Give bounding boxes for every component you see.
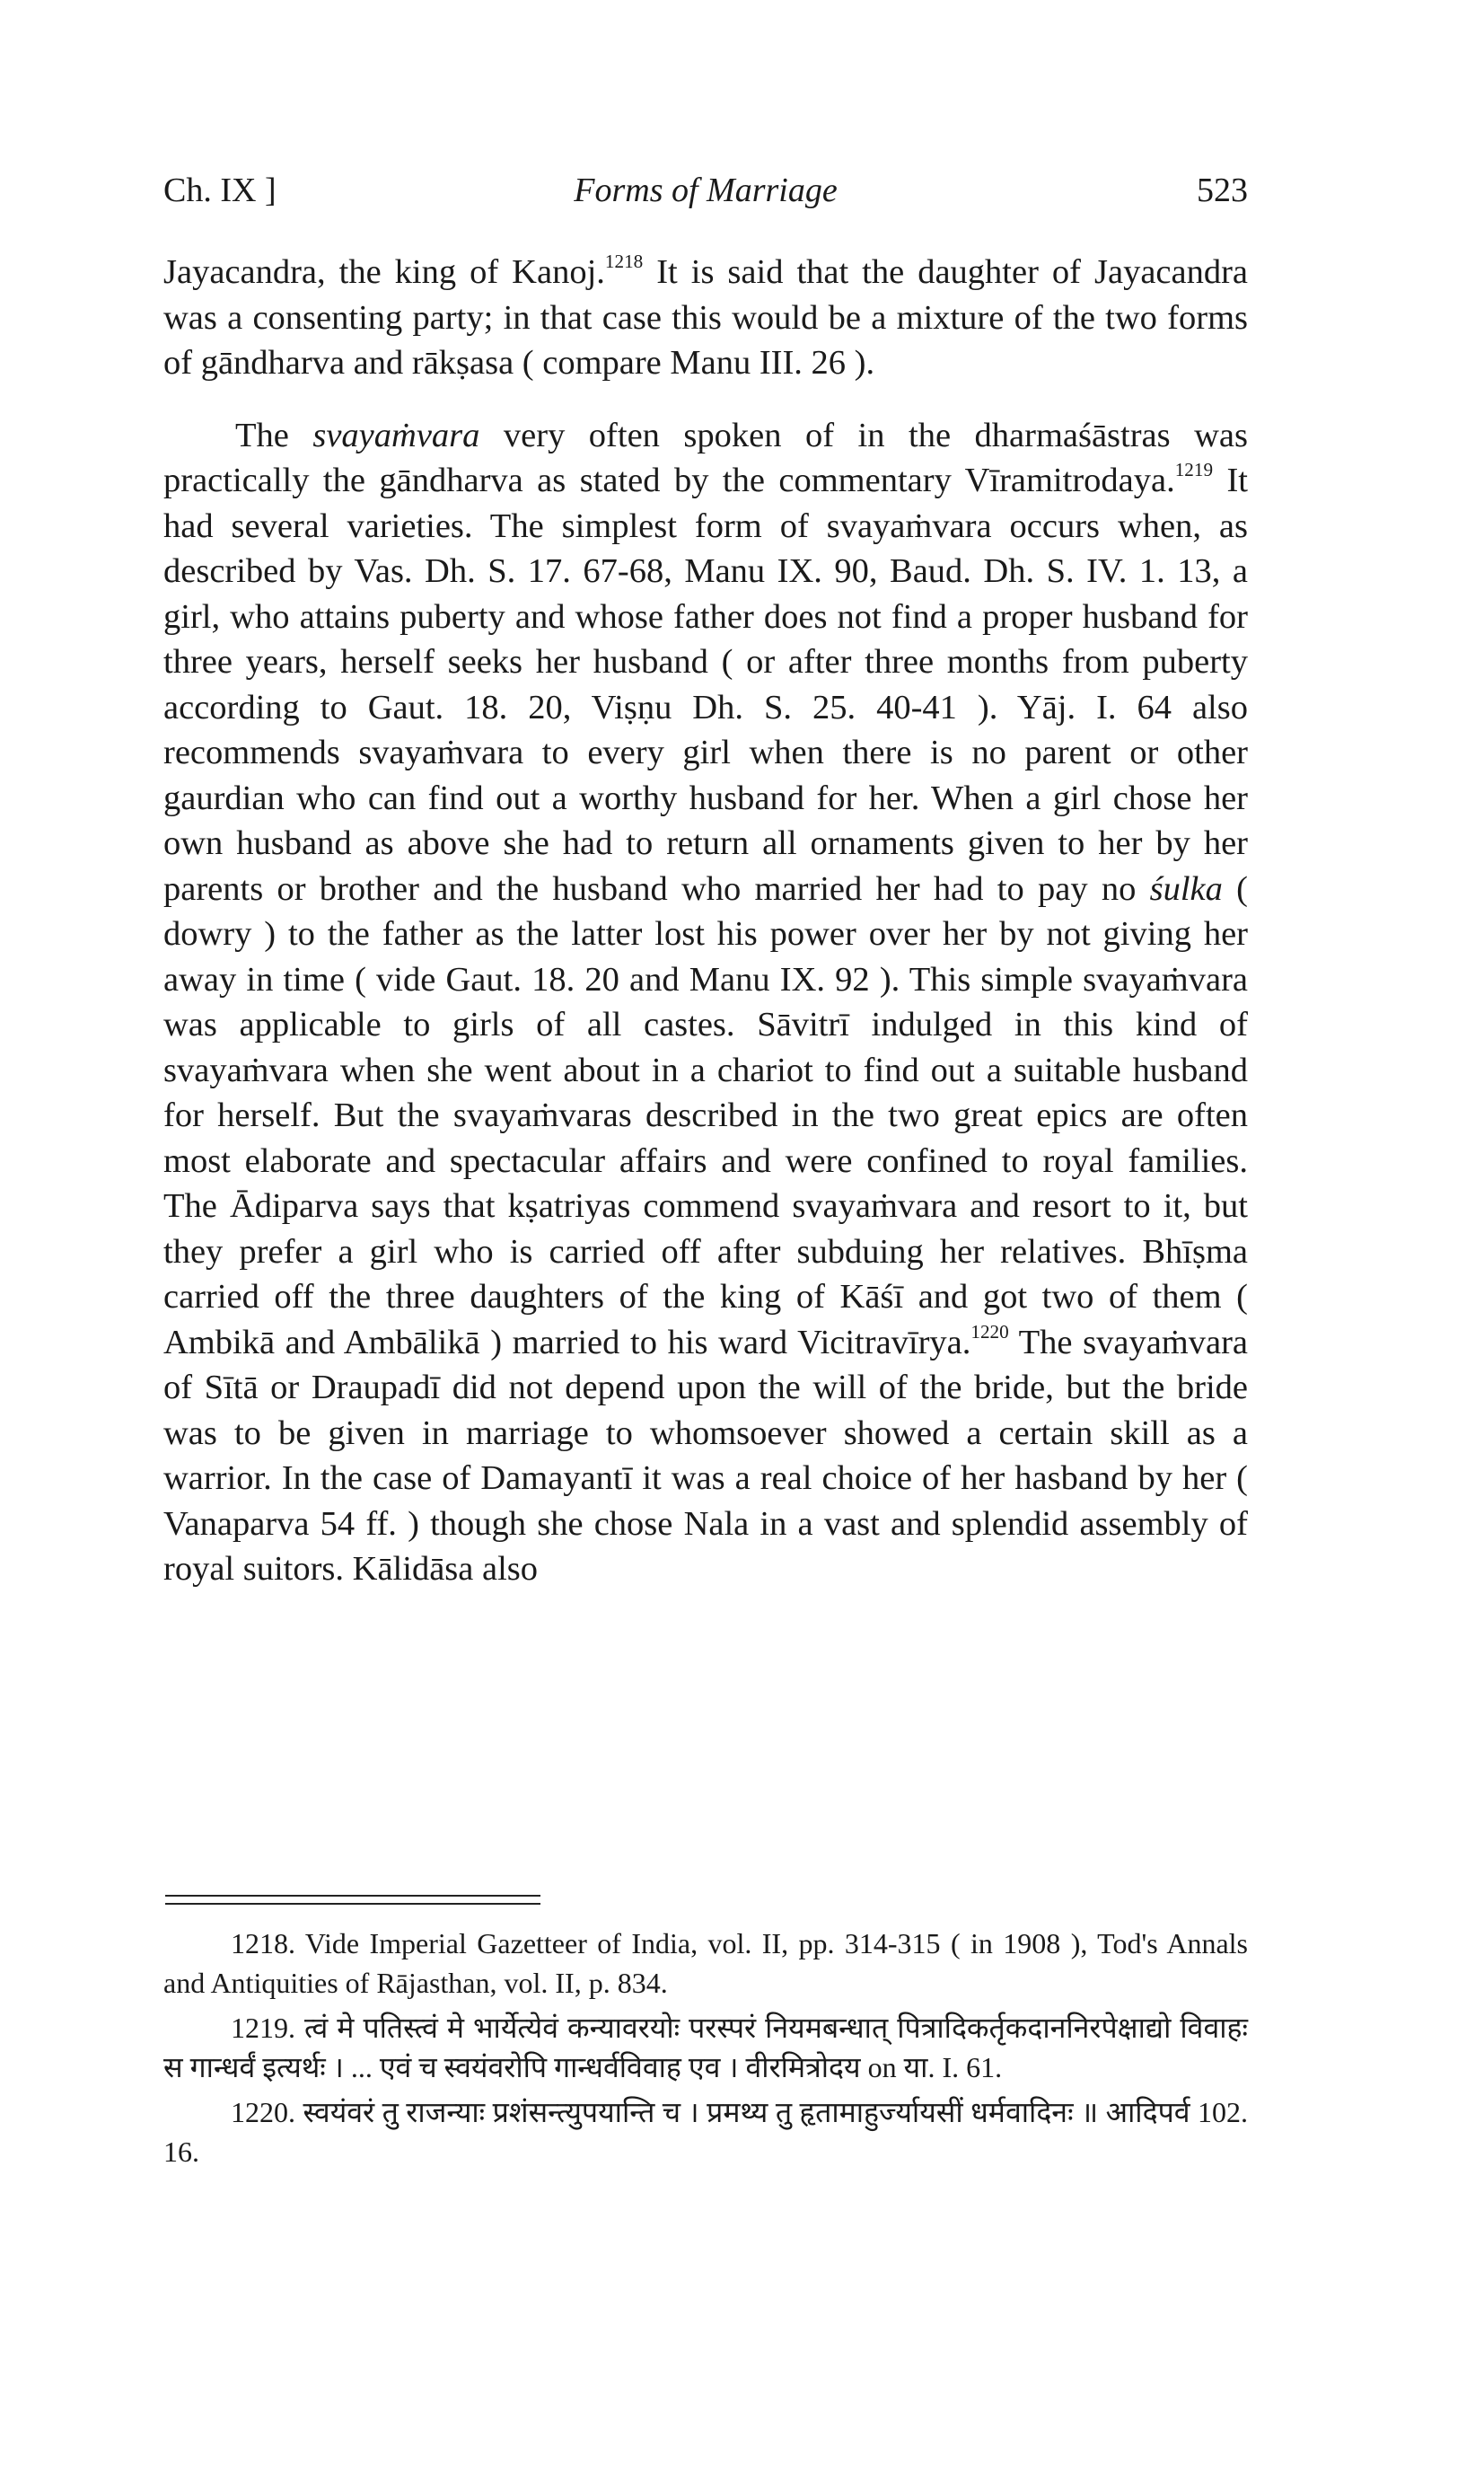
page-number: 523: [1197, 172, 1248, 209]
footnote-divider: [165, 1895, 540, 1905]
footnote: 1220. स्वयंवरं तु राजन्याः प्रशंसन्त्युपयान्ति च । प्रमथ्य तु हृतामाहुर्ज्यायसीं धर्मवादिनः ॥ आदिपर्व 102. 16.: [163, 2096, 1248, 2168]
term: svayaṁvara: [312, 416, 480, 454]
footnote: 1218. Vide Imperial Gazetteer of India, vol. II, pp. 314-315 ( in 1908 ), Tod's Annals and Antiquities of Rājasthan, vol. II, p. 834.: [163, 1927, 1248, 1999]
footnotes: [163, 1924, 1248, 2177]
paragraph: The svayaṁvara very often spoken of in the dharmaśāstras was practically the gāndharva as stated by the commentary Vīramitrodaya.$^{1219}$ It had several varieties. The simplest form of svayaṁvara occurs when, as described by Vas. Dh. S. 17. 67-68, Manu IX. 90, Baud. Dh. S. IV. 1. 13, a girl, who attains puberty and whose father does not find a proper husband for three years, herself seeks her husband ( or after three months from puberty according to Gaut. 18. 20, Viṣṇu Dh. S. 25. 40-41 ). Yāj. I. 64 also recommends svayaṁvara to every girl when there is no parent or other gaurdian who can find out a worthy husband for her. When a girl chose her own husband as above she had to return all ornaments given to her by her parents or brother and the husband who married her had to pay no śulka ( dowry ) to the father as the latter lost his power over her by not giving her away in time ( vide Gaut. 18. 20 and Manu IX. 92 ). This simple svayaṁvara was applicable to girls of all castes. Sāvitrī indulged in this kind of svayaṁvara when she went about in a chariot to find out a suitable husband for herself. But the svayaṁvaras described in the two great epics are often most elaborate and spectacular affairs and were confined to royal families. The Ādiparva says that kṣatriyas commend svayaṁvara and resort to it, but they prefer a girl who is carried off after subduing her relatives. Bhīṣma carried off the three daughters of the king of Kāśī and got two of them ( Ambikā and Ambālikā ) married to his ward Vicitravīrya.$^{1220}$ The svayaṁvara of Sītā or Draupadī did not depend upon the will of the bride, but the bride was to be given in marriage to whomsoever showed a certain skill as a warrior. In the case of Damayantī it was a real choice of her hasband by her ( Vanaparva 54 ff. ) though she chose Nala in a vast and splendid assembly of royal suitors. Kālidāsa also: [163, 416, 1248, 1588]
footnote-number: 1219.: [231, 2012, 295, 2044]
paragraph: Jayacandra, the king of Kanoj.$^{1218}$ It is said that the daughter of Jayacandra was a consenting party; in that case this would be a mixture of the two forms of gāndharva and rākṣasa ( compare Manu III. 26 ).: [163, 251, 1248, 382]
footnote-number: 1218.: [231, 1927, 295, 1959]
main-text: [163, 250, 1248, 1592]
footnote-ref: 1218: [604, 251, 644, 273]
running-header: [163, 171, 1248, 216]
footnote-ref: 1219: [1174, 459, 1214, 481]
running-title: Forms of Marriage: [574, 172, 838, 209]
footnote-number: 1220.: [231, 2096, 295, 2128]
term: śulka: [1149, 869, 1223, 908]
chapter-label: Ch. IX ]: [163, 172, 277, 209]
footnote: 1219. त्वं मे पतिस्त्वं मे भार्येत्येवं कन्यावरयोः परस्परं नियमबन्धात् पित्रादिकर्तृकदाननिरपेक्षाद्यो विवाहः स गान्धर्वं इत्यर्थः । ... एवं च स्वयंवरोपि गान्धर्वविवाह एव । वीरमित्रोदय on या. I. 61.: [163, 2012, 1248, 2083]
footnote-ref: 1220: [970, 1320, 1009, 1343]
